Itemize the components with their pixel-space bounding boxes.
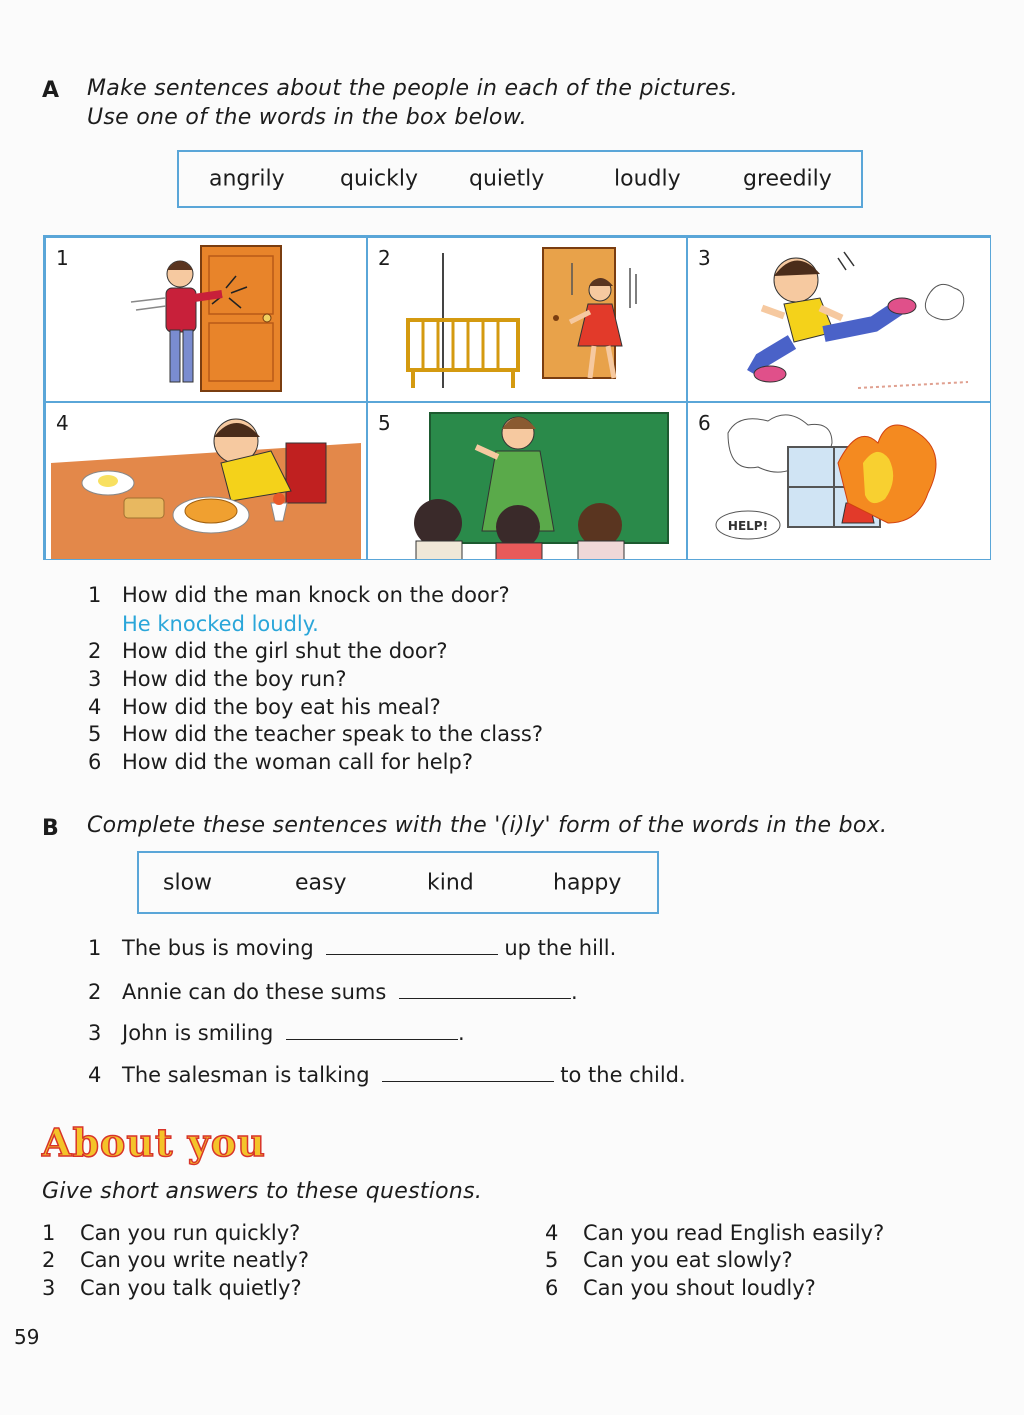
- example-answer: He knocked loudly.: [122, 612, 319, 636]
- about-question-3: 3 Can you talk quietly?: [42, 1276, 302, 1300]
- picture-6: [687, 402, 991, 560]
- word-box-a-item: loudly: [614, 166, 681, 192]
- picture-number: 2: [378, 246, 391, 270]
- word-box-b-item: easy: [295, 870, 347, 895]
- question-a-2: 2 How did the girl shut the door?: [88, 639, 448, 663]
- question-a-3: 3 How did the boy run?: [88, 667, 347, 691]
- boy-running-illustration: [688, 238, 991, 402]
- word-box-b-item: kind: [427, 870, 474, 895]
- picture-3: [687, 237, 991, 402]
- help-label: HELP!: [727, 519, 769, 533]
- about-question-1: 1 Can you run quickly?: [42, 1221, 301, 1245]
- picture-grid: [43, 235, 991, 560]
- about-you-instruction: Give short answers to these questions.: [42, 1179, 483, 1204]
- word-box-b-item: happy: [553, 870, 622, 895]
- answer-blank[interactable]: [326, 938, 498, 955]
- question-a-6: 6 How did the woman call for help?: [88, 750, 473, 774]
- answer-blank[interactable]: [399, 982, 571, 999]
- answer-blank[interactable]: [382, 1065, 554, 1082]
- teacher-class-illustration: [368, 403, 687, 560]
- sentence-b-1: 1 The bus is moving up the hill.: [88, 936, 617, 960]
- word-box-a-item: quietly: [469, 166, 545, 192]
- question-a-5: 5 How did the teacher speak to the class?: [88, 722, 543, 746]
- word-box-a: [177, 150, 863, 208]
- about-question-6: 6 Can you shout loudly?: [545, 1276, 816, 1300]
- sentence-b-2: 2 Annie can do these sums .: [88, 980, 578, 1004]
- about-question-2: 2 Can you write neatly?: [42, 1248, 309, 1272]
- section-a-letter: A: [42, 78, 60, 103]
- picture-1: [45, 237, 367, 402]
- question-a-1: 1 How did the man knock on the door?: [88, 583, 510, 607]
- word-box-b: [137, 851, 659, 914]
- word-box-a-item: quickly: [340, 166, 418, 192]
- boy-knocking-illustration: [46, 238, 367, 402]
- picture-2: [367, 237, 687, 402]
- word-box-b-item: slow: [163, 870, 213, 895]
- picture-number: 6: [698, 411, 711, 435]
- sentence-b-4: 4 The salesman is talking to the child.: [88, 1063, 686, 1087]
- word-box-a-item: angrily: [209, 166, 285, 192]
- about-question-4: 4 Can you read English easily?: [545, 1221, 885, 1245]
- answer-blank[interactable]: [286, 1023, 458, 1040]
- picture-number: 3: [698, 246, 711, 270]
- picture-5: [367, 402, 687, 560]
- section-a-instruction-line1: Make sentences about the people in each of the pictures.: [87, 76, 738, 101]
- boy-eating-illustration: [46, 403, 367, 560]
- picture-number: 1: [56, 246, 69, 270]
- section-b-letter: B: [42, 816, 59, 841]
- girl-door-illustration: [368, 238, 687, 402]
- picture-number: 5: [378, 411, 391, 435]
- fire-window-illustration: [688, 403, 991, 560]
- picture-number: 4: [56, 411, 69, 435]
- page-number: 59: [14, 1325, 40, 1349]
- sentence-b-3: 3 John is smiling .: [88, 1021, 465, 1045]
- question-a-4: 4 How did the boy eat his meal?: [88, 695, 441, 719]
- word-box-a-item: greedily: [743, 166, 832, 192]
- picture-4: [45, 402, 367, 560]
- section-a-instruction-line2: Use one of the words in the box below.: [87, 105, 527, 130]
- about-question-5: 5 Can you eat slowly?: [545, 1248, 793, 1272]
- about-you-title: About you: [42, 1120, 266, 1165]
- section-b-instruction: Complete these sentences with the '(i)ly' form of the words in the box.: [87, 813, 888, 838]
